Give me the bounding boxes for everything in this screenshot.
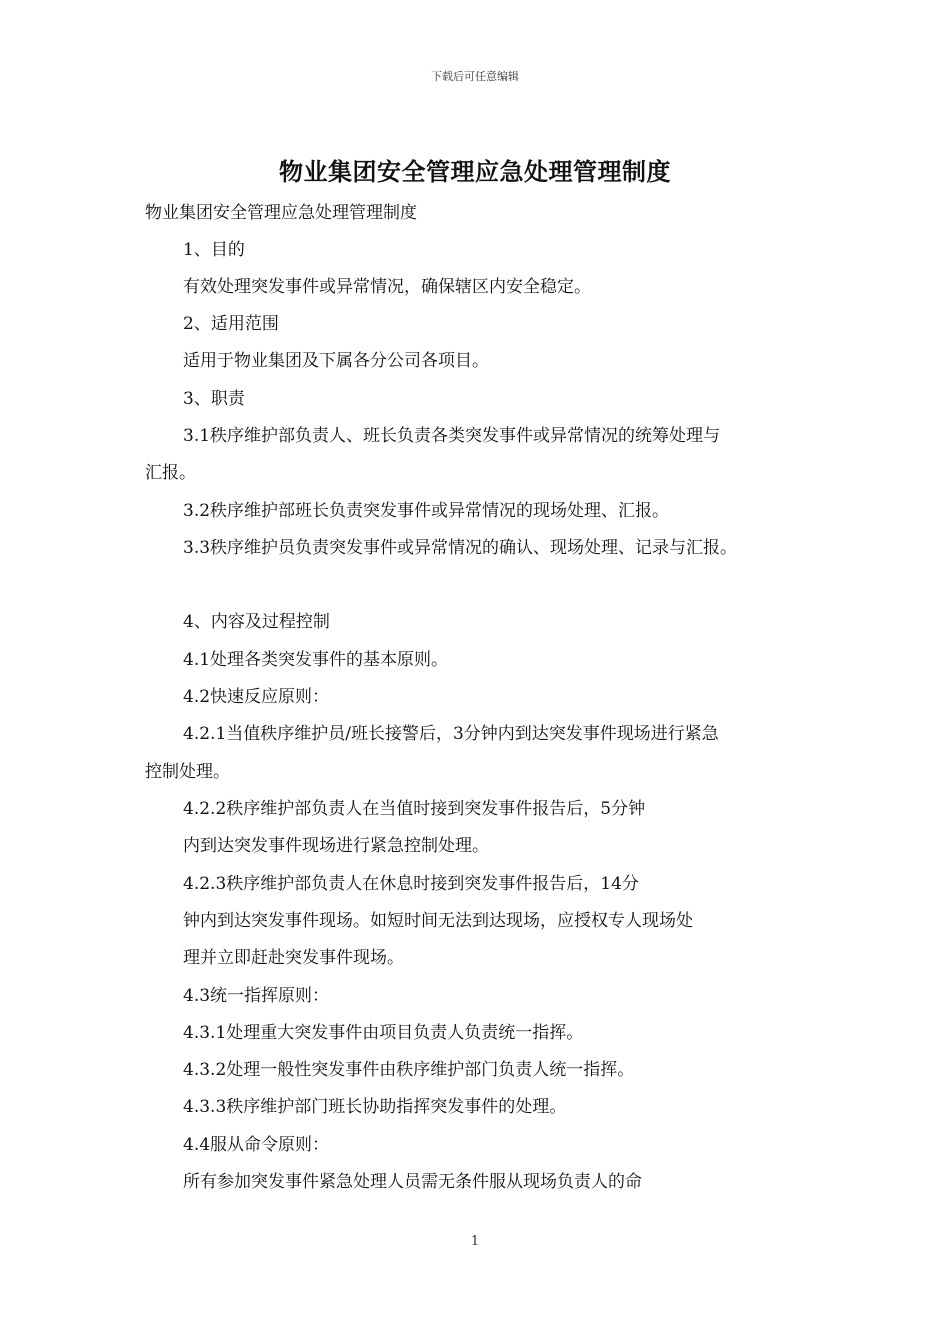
body-line: 3.1秩序维护部负责人、班长负责各类突发事件或异常情况的统筹处理与: [183, 426, 721, 446]
body-line: 3.2秩序维护部班长负责突发事件或异常情况的现场处理、汇报。: [183, 501, 670, 521]
page-header-note: 下载后可任意编辑: [431, 70, 519, 83]
document-title: 物业集团安全管理应急处理管理制度: [279, 158, 671, 186]
body-line: 4.2.2秩序维护部负责人在当值时接到突发事件报告后，5分钟: [183, 799, 646, 819]
body-line: 物业集团安全管理应急处理管理制度: [145, 203, 417, 223]
body-line: 4.3.1处理重大突发事件由项目负责人负责统一指挥。: [183, 1023, 584, 1043]
body-line: 4.3统一指挥原则：: [183, 986, 330, 1006]
section-heading: 1、目的: [183, 240, 245, 260]
body-line: 有效处理突发事件或异常情况，确保辖区内安全稳定。: [183, 277, 591, 297]
body-line: 汇报。: [145, 463, 196, 483]
body-line: 3.3秩序维护员负责突发事件或异常情况的确认、现场处理、记录与汇报。: [183, 538, 738, 558]
body-line: 理并立即赶赴突发事件现场。: [183, 948, 404, 968]
body-line: 内到达突发事件现场进行紧急控制处理。: [183, 836, 489, 856]
body-line: 4.2快速反应原则：: [183, 687, 330, 707]
body-line: 控制处理。: [145, 762, 230, 782]
body-line: 4.2.3秩序维护部负责人在休息时接到突发事件报告后，14分: [183, 874, 639, 894]
body-line: 4.3.3秩序维护部门班长协助指挥突发事件的处理。: [183, 1097, 567, 1117]
body-line: 4.4服从命令原则：: [183, 1135, 330, 1155]
body-line: 所有参加突发事件紧急处理人员需无条件服从现场负责人的命: [183, 1172, 642, 1192]
body-line: 4.1处理各类突发事件的基本原则。: [183, 650, 449, 670]
body-line: 适用于物业集团及下属各分公司各项目。: [183, 351, 489, 371]
section-heading: 3、职责: [183, 389, 245, 409]
section-heading: 4、内容及过程控制: [183, 612, 330, 632]
body-line: 钟内到达突发事件现场。如短时间无法到达现场，应授权专人现场处: [183, 911, 693, 931]
body-line: 4.3.2处理一般性突发事件由秩序维护部门负责人统一指挥。: [183, 1060, 635, 1080]
page-number: 1: [470, 1234, 480, 1249]
section-heading: 2、适用范围: [183, 314, 279, 334]
body-line: 4.2.1当值秩序维护员/班长接警后，3分钟内到达突发事件现场进行紧急: [183, 724, 719, 744]
